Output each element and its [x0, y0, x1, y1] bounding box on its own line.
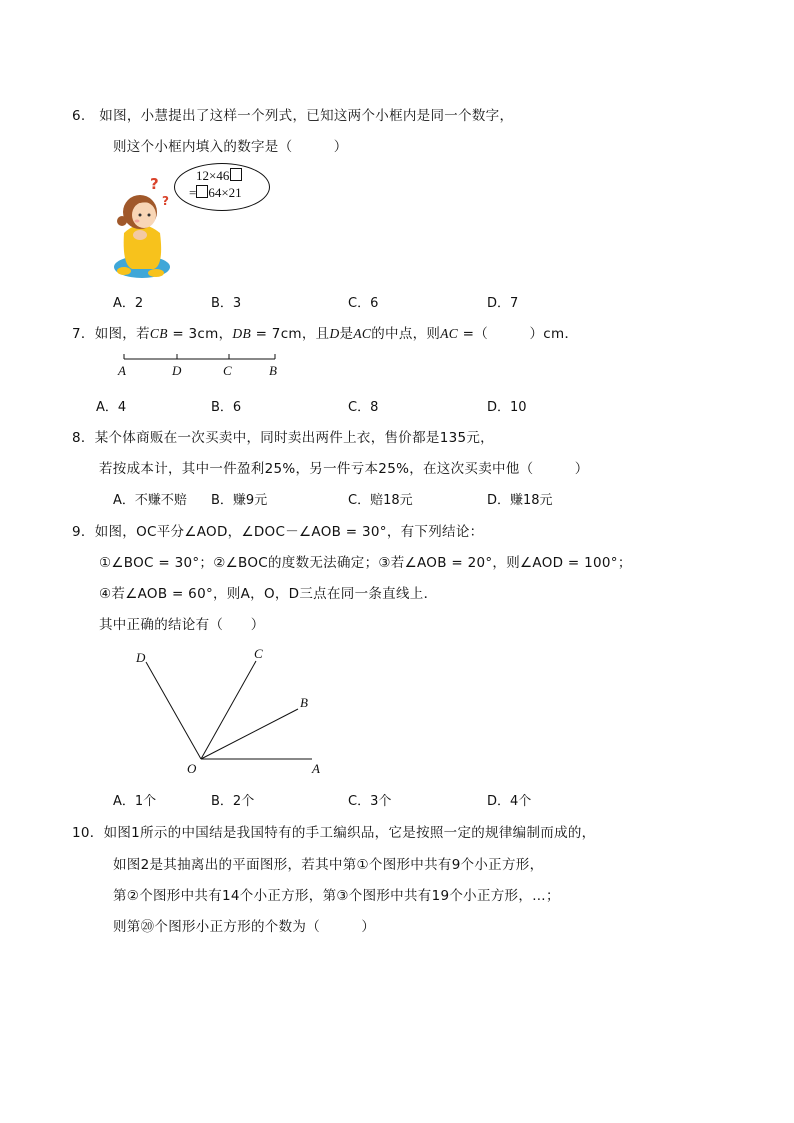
q6-line1: 6. 如图，小慧提出了这样一个列式，已知这两个小框内是同一个数字， — [72, 108, 514, 124]
q7-option-c[interactable]: C．8 — [348, 400, 379, 415]
label-c: C — [254, 646, 263, 661]
label-b: B — [300, 695, 308, 710]
question-mark-small: ? — [162, 194, 169, 208]
q9-line2: ①∠BOC = 30°；②∠BOC的度数无法确定；③若∠AOB = 20°，则∠AOD = 100°； — [99, 555, 632, 571]
q9-option-a[interactable]: A．1个 — [113, 794, 157, 809]
q9-line4: 其中正确的结论有（ ） — [99, 617, 265, 633]
q10-line2: 如图2是其抽离出的平面图形，若其中第①个图形中共有9个小正方形， — [113, 857, 544, 873]
q9-option-b[interactable]: B．2个 — [211, 794, 255, 809]
q8-line2: 若按成本计，其中一件盈利25%，另一件亏本25%，在这次买卖中他（ ） — [99, 461, 589, 477]
girl-face — [132, 202, 156, 228]
girl-foot-right — [148, 269, 164, 277]
q6-option-d[interactable]: D．7 — [487, 296, 519, 311]
q6-option-c[interactable]: C．6 — [348, 296, 379, 311]
point-label-b: B — [269, 363, 277, 378]
q9-option-d[interactable]: D．4个 — [487, 794, 532, 809]
q6-option-a[interactable]: A．2 — [113, 296, 144, 311]
ray-od — [146, 662, 201, 759]
label-o: O — [187, 761, 197, 776]
point-label-a: A — [118, 363, 126, 378]
q8-line1: 8．某个体商贩在一次买卖中，同时卖出两件上衣，售价都是135元， — [72, 430, 494, 446]
bubble-row2: = 64×21 — [189, 185, 242, 200]
angle-diagram — [130, 642, 330, 782]
girl-hands — [133, 230, 147, 240]
segment-diagram — [115, 350, 285, 380]
label-d: D — [136, 650, 146, 665]
q7-option-a[interactable]: A．4 — [96, 400, 127, 415]
q10-line4: 则第⑳个图形小正方形的个数为（ ） — [113, 919, 376, 935]
q8-option-d[interactable]: D．赚18元 — [487, 493, 553, 508]
q6-line2: 则这个小框内填入的数字是（ ） — [113, 139, 348, 155]
girl-eye-left — [139, 214, 142, 217]
q9-option-c[interactable]: C．3个 — [348, 794, 392, 809]
blank-box-2 — [196, 185, 208, 198]
girl-foot-left — [117, 267, 131, 275]
q10-line3: 第②个图形中共有14个小正方形，第③个图形中共有19个小正方形，…； — [113, 888, 560, 904]
q8-option-b[interactable]: B．赚9元 — [211, 493, 268, 508]
q7-option-d[interactable]: D．10 — [487, 400, 527, 415]
q8-option-c[interactable]: C．赔18元 — [348, 493, 413, 508]
q9-line1: 9．如图，OC平分∠AOD，∠DOC－∠AOB = 30°，有下列结论： — [72, 524, 484, 540]
blank-box-1 — [230, 168, 242, 181]
point-label-d: D — [172, 363, 182, 378]
q9-line3: ④若∠AOB = 60°，则A，O，D三点在同一条直线上． — [99, 586, 438, 602]
girl-eye-right — [148, 214, 151, 217]
q6-option-b[interactable]: B．3 — [211, 296, 242, 311]
label-a: A — [312, 761, 320, 776]
point-label-c: C — [223, 363, 232, 378]
bubble-row1: 12×46 — [196, 168, 242, 184]
girl-pigtail-left — [117, 216, 127, 226]
girl-thinking-illustration — [110, 175, 180, 283]
q10-line1: 10．如图1所示的中国结是我国特有的手工编织品，它是按照一定的规律编制而成的， — [72, 825, 596, 841]
q8-option-a[interactable]: A．不赚不赔 — [113, 493, 187, 508]
question-mark-red: ? — [150, 175, 159, 193]
q7-stem: 7．如图，若CB = 3cm，DB = 7cm，且D是AC的中点，则AC =（ ）cm． — [72, 326, 579, 342]
q7-option-b[interactable]: B．6 — [211, 400, 242, 415]
girl-cheek — [135, 220, 140, 223]
